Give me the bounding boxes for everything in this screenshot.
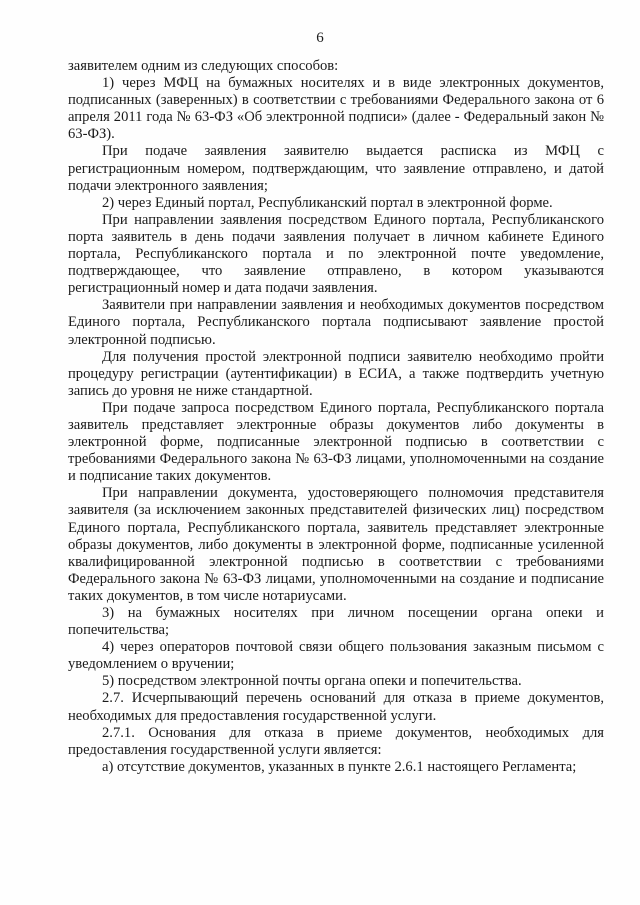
- paragraph-representative-authority: При направлении документа, удостоверяющего полномочия представителя заявителя (за исключением законных представителей физических лиц) посредством Единого портала, Республиканского портала, заявитель представляет электронные образы документов, либо документы в электронной форме, подписанные усиленной квалифицированной электронной подписью в соответствии с требованиями Федерального закона № 63-ФЗ лицами, уполномоченными на создание и подписание таких документов, в том числе нотариусами.: [68, 485, 604, 604]
- paragraph-method-1-mfc: 1) через МФЦ на бумажных носителях и в виде электронных документов, подписанных (заверенных) в соответствии с требованиями Федерального закона от 6 апреля 2011 года № 63-ФЗ «Об электронной подписи» (далее - Федеральный закон № 63-ФЗ).: [68, 75, 604, 143]
- paragraph-method-2-portal: 2) через Единый портал, Республиканский портал в электронной форме.: [102, 194, 553, 211]
- paragraph-method-3-paper: 3) на бумажных носителях при личном посещении органа опеки и попечительства;: [68, 605, 604, 639]
- paragraph-electronic-documents: При подаче запроса посредством Единого портала, Республиканского портала заявитель представляет электронные образы документов либо документы в электронной форме, подписанные электронной подписью в соответствии с требованиями Федерального закона № 63-ФЗ лицами, уполномоченными на создание и подписание таких документов.: [68, 399, 604, 485]
- paragraph-reason-a: а) отсутствие документов, указанных в пункте 2.6.1 настоящего Регламента;: [102, 758, 577, 775]
- document-body: [68, 58, 604, 776]
- paragraph-esia-registration: Для получения простой электронной подписи заявителю необходимо пройти процедуру регистрации (аутентификации) в ЕСИА, а также подтвердить учетную запись до уровня не ниже стандартной.: [68, 348, 604, 399]
- paragraph-methods-intro: заявителем одним из следующих способов:: [68, 58, 339, 74]
- paragraph-method-5-email: 5) посредством электронной почты органа опеки и попечительства.: [102, 673, 522, 690]
- paragraph-mfc-receipt: При подаче заявления заявителю выдается расписка из МФЦ с регистрационным номером, подтверждающим, что заявление отправлено, и датой подачи электронного заявления;: [68, 143, 604, 194]
- paragraph-portal-notification: При направлении заявления посредством Единого портала, Республиканского порта заявитель в день подачи заявления получает в личном кабинете Единого портала, Республиканского портала и по электронной почте уведомление, подтверждающее, что заявление отправлено, в котором указываются регистрационный номер и дата подачи заявления.: [68, 211, 604, 297]
- paragraph-method-4-postal: 4) через операторов почтовой связи общего пользования заказным письмом с уведомлением о вручении;: [68, 639, 604, 673]
- paragraph-section-2-7-1: 2.7.1. Основания для отказа в приеме документов, необходимых для предоставления государственной услуги является:: [68, 724, 604, 758]
- paragraph-simple-signature: Заявители при направлении заявления и необходимых документов посредством Единого портала, Республиканского портала подписывают заявление простой электронной подписью.: [68, 297, 604, 348]
- page-number: 6: [316, 30, 324, 46]
- paragraph-section-2-7: 2.7. Исчерпывающий перечень оснований для отказа в приеме документов, необходимых для предоставления государственной услуги.: [68, 690, 604, 724]
